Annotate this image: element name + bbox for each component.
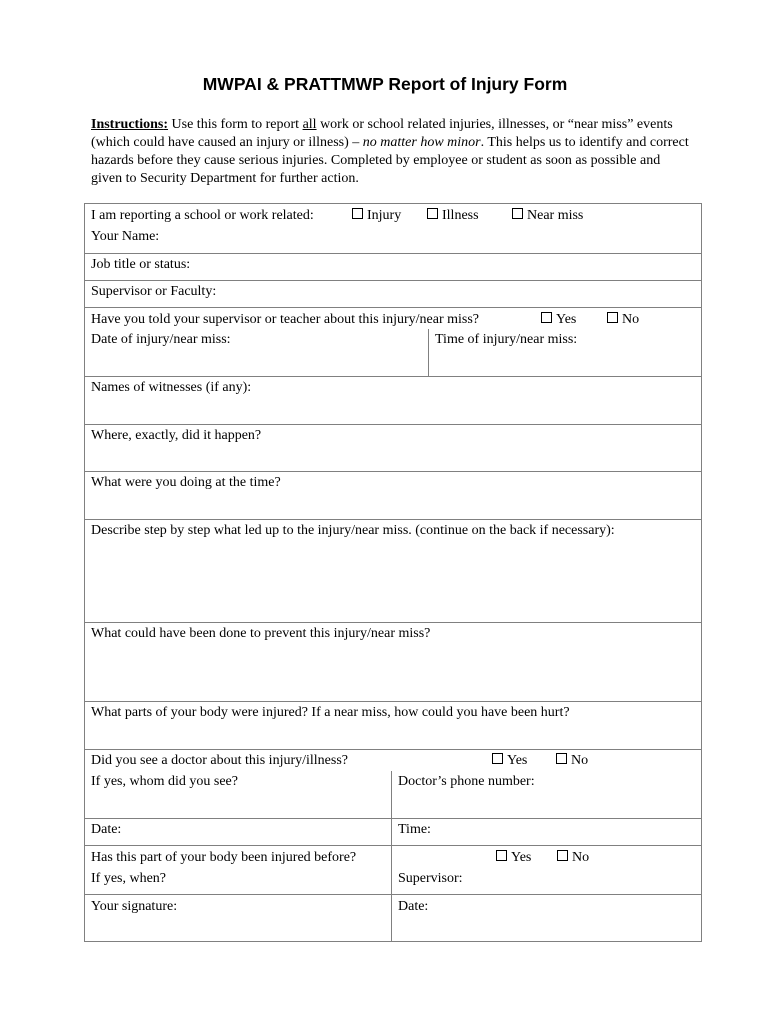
row-doing[interactable] — [85, 472, 701, 520]
checkbox-square-icon — [557, 850, 568, 861]
supervisor-faculty-label: Supervisor or Faculty: — [91, 284, 217, 299]
row-witnesses[interactable] — [85, 377, 701, 425]
time-of-injury-label: Time of injury/near miss: — [435, 332, 578, 347]
row-date-time — [85, 819, 701, 846]
row-job-title[interactable] — [85, 254, 701, 281]
cell-date-2[interactable] — [392, 895, 701, 941]
checkbox-square-icon — [607, 312, 618, 323]
checkbox-square-icon — [541, 312, 552, 323]
row-reporting — [85, 204, 701, 228]
checkbox-doctor-no[interactable] — [556, 753, 588, 769]
row-doctor — [85, 750, 701, 771]
whom-label: If yes, whom did you see? — [91, 774, 238, 789]
cell-injured-before — [85, 846, 392, 868]
form-title: MWPAI & PRATTMWP Report of Injury Form — [202, 74, 568, 94]
if-yes-when-label: If yes, when? — [91, 871, 167, 886]
reporting-label: I am reporting a school or work related: — [91, 208, 314, 223]
checkbox-square-icon — [492, 753, 503, 764]
row-signature-date — [85, 895, 701, 941]
row-when-supervisor — [85, 868, 701, 895]
row-supervisor-faculty[interactable] — [85, 281, 701, 308]
row-whom-phone — [85, 771, 701, 819]
body-parts-label: What parts of your body were injured? If a near miss, how could you have been hurt? — [91, 705, 570, 720]
checkbox-square-icon — [512, 208, 523, 219]
date-of-injury-label: Date of injury/near miss: — [91, 332, 231, 347]
cell-time[interactable] — [392, 819, 701, 845]
instructions-colon: : — [163, 117, 169, 132]
signature-label: Your signature: — [91, 899, 178, 914]
injured-before-label: Has this part of your body been injured before? — [91, 850, 357, 865]
instructions-text-3: . This helps us to identify and correct hazards before they cause serious injuries. Completed by employee or student as soon as possible and given to Security Department for further action. — [91, 135, 689, 186]
checkbox-injury-label: Injury — [367, 208, 402, 223]
instructions-label: Instructions — [91, 117, 164, 132]
date-2-label: Date: — [398, 899, 429, 914]
checkbox-injured-yes-label: Yes — [511, 850, 532, 865]
instructions-italic: no matter how minor — [362, 135, 481, 150]
checkbox-doctor-yes-label: Yes — [507, 753, 528, 768]
doctor-phone-label: Doctor’s phone number: — [398, 774, 535, 789]
job-title-label: Job title or status: — [91, 257, 191, 272]
row-body-parts[interactable] — [85, 702, 701, 750]
supervisor-label: Supervisor: — [398, 871, 463, 886]
time-label: Time: — [398, 822, 431, 837]
where-label: Where, exactly, did it happen? — [91, 428, 262, 443]
your-name-label: Your Name: — [91, 229, 160, 244]
told-supervisor-label: Have you told your supervisor or teacher about this injury/near miss? — [91, 312, 480, 327]
checkbox-square-icon — [427, 208, 438, 219]
cell-whom[interactable] — [85, 771, 392, 818]
cell-supervisor[interactable] — [392, 868, 701, 894]
witnesses-label: Names of witnesses (if any): — [91, 380, 252, 395]
cell-if-yes-when[interactable] — [85, 868, 392, 894]
instructions-text-1: Use this form to report — [168, 117, 303, 132]
date-label: Date: — [91, 822, 122, 837]
instructions-all: all — [302, 117, 317, 132]
row-date-time-injury — [85, 329, 701, 377]
checkbox-near-miss[interactable] — [512, 208, 583, 224]
checkbox-near-miss-label: Near miss — [527, 208, 584, 223]
describe-label: Describe step by step what led up to the injury/near miss. (continue on the back if necessary): — [91, 523, 615, 538]
row-describe[interactable] — [85, 520, 701, 623]
checkbox-illness[interactable] — [427, 208, 479, 224]
checkbox-square-icon — [496, 850, 507, 861]
cell-doctor-phone[interactable] — [392, 771, 701, 818]
prevent-label: What could have been done to prevent this injury/near miss? — [91, 626, 431, 641]
checkbox-told-yes-label: Yes — [556, 312, 577, 327]
checkbox-injured-no[interactable] — [557, 850, 589, 866]
doctor-label: Did you see a doctor about this injury/illness? — [91, 753, 349, 768]
row-injured-before — [85, 846, 701, 868]
checkbox-doctor-no-label: No — [571, 753, 589, 768]
row-prevent[interactable] — [85, 623, 701, 702]
cell-signature[interactable] — [85, 895, 392, 941]
checkbox-injury[interactable] — [352, 208, 401, 224]
checkbox-told-no-label: No — [622, 312, 640, 327]
instructions — [91, 116, 691, 188]
checkbox-injured-no-label: No — [572, 850, 590, 865]
checkbox-illness-label: Illness — [442, 208, 479, 223]
checkbox-injured-yes[interactable] — [496, 850, 531, 866]
injury-form-table — [84, 203, 702, 942]
cell-date-of-injury[interactable] — [85, 329, 429, 376]
cell-date[interactable] — [85, 819, 392, 845]
cell-time-of-injury[interactable] — [429, 329, 701, 376]
row-your-name[interactable] — [85, 228, 701, 254]
row-told-supervisor — [85, 308, 701, 329]
row-where[interactable] — [85, 425, 701, 472]
doing-label: What were you doing at the time? — [91, 475, 281, 490]
checkbox-square-icon — [352, 208, 363, 219]
checkbox-told-no[interactable] — [607, 312, 639, 328]
checkbox-square-icon — [556, 753, 567, 764]
checkbox-doctor-yes[interactable] — [492, 753, 527, 769]
instructions-text-2: work or school related injuries, illnesses, or “near miss” events (which could have caused an injury or illness) – — [91, 117, 673, 150]
checkbox-told-yes[interactable] — [541, 312, 576, 328]
